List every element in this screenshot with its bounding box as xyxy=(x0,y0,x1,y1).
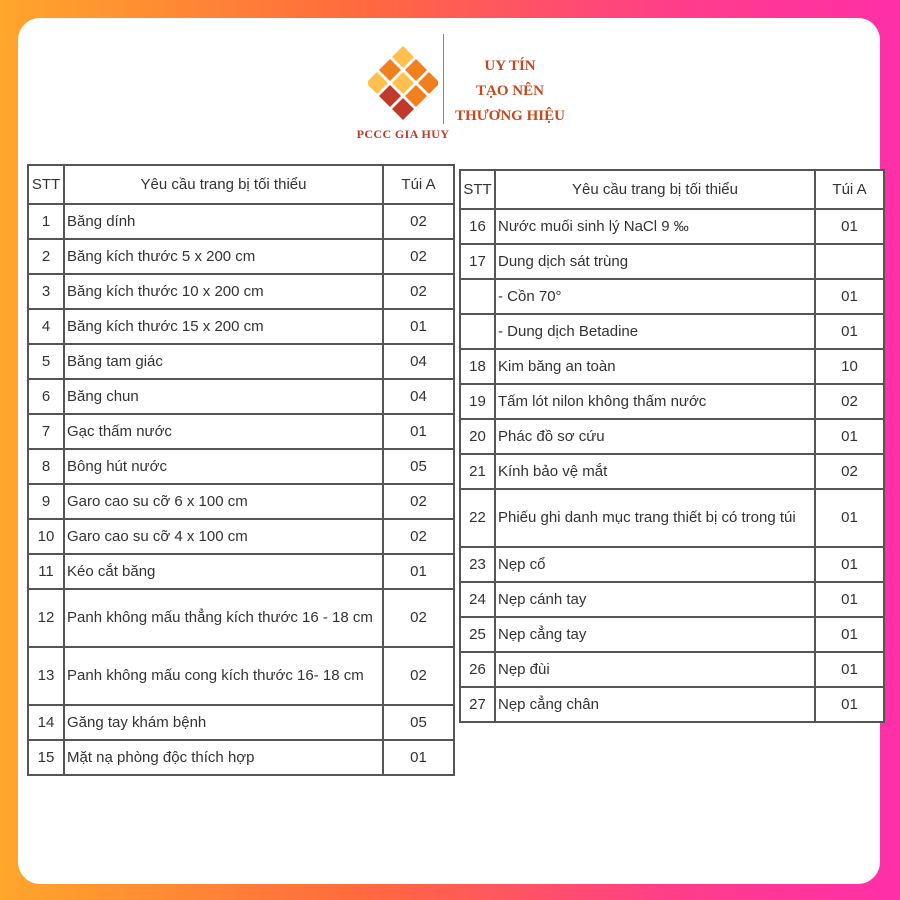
row-quantity: 02 xyxy=(815,454,884,489)
equipment-table-right xyxy=(459,169,885,723)
table-row xyxy=(460,687,884,722)
table-row xyxy=(460,349,884,384)
row-number: 23 xyxy=(460,547,495,582)
row-item: Garo cao su cỡ 4 x 100 cm xyxy=(64,519,383,554)
table-row xyxy=(28,239,454,274)
row-quantity: 01 xyxy=(815,617,884,652)
brand-slogan xyxy=(448,54,572,129)
row-quantity: 02 xyxy=(383,274,454,309)
row-number: 5 xyxy=(28,344,64,379)
row-number xyxy=(460,279,495,314)
brand-logo-icon xyxy=(368,44,438,122)
row-item: Nẹp cẳng tay xyxy=(495,617,815,652)
row-item: Găng tay khám bệnh xyxy=(64,705,383,740)
row-number: 15 xyxy=(28,740,64,775)
table-row xyxy=(28,554,454,589)
row-item: - Cồn 70° xyxy=(495,279,815,314)
row-quantity: 01 xyxy=(815,419,884,454)
header-qty: Túi A xyxy=(815,170,884,209)
header-divider xyxy=(443,34,444,124)
table-row xyxy=(28,379,454,414)
row-number: 18 xyxy=(460,349,495,384)
table-row xyxy=(460,617,884,652)
table-row xyxy=(460,652,884,687)
equipment-table-left xyxy=(27,164,455,776)
row-item: Panh không mấu cong kích thước 16- 18 cm xyxy=(64,647,383,705)
table-row xyxy=(460,384,884,419)
table-row xyxy=(28,740,454,775)
brand-name: PCCC GIA HUY xyxy=(356,127,450,141)
row-quantity xyxy=(815,244,884,279)
row-item: - Dung dịch Betadine xyxy=(495,314,815,349)
row-quantity: 05 xyxy=(383,705,454,740)
row-item: Nẹp cẳng chân xyxy=(495,687,815,722)
row-quantity: 04 xyxy=(383,379,454,414)
table-row xyxy=(28,484,454,519)
row-quantity: 02 xyxy=(383,204,454,239)
row-number: 10 xyxy=(28,519,64,554)
row-number: 22 xyxy=(460,489,495,547)
row-number: 21 xyxy=(460,454,495,489)
row-number: 8 xyxy=(28,449,64,484)
row-item: Nẹp cánh tay xyxy=(495,582,815,617)
row-item: Nẹp cổ xyxy=(495,547,815,582)
row-item: Kim băng an toàn xyxy=(495,349,815,384)
table-row xyxy=(28,274,454,309)
header-qty: Túi A xyxy=(383,165,454,204)
row-number: 9 xyxy=(28,484,64,519)
table-row xyxy=(28,519,454,554)
table-row xyxy=(28,414,454,449)
row-number xyxy=(460,314,495,349)
row-item: Nẹp đùi xyxy=(495,652,815,687)
row-number: 4 xyxy=(28,309,64,344)
row-item: Băng chun xyxy=(64,379,383,414)
row-number: 17 xyxy=(460,244,495,279)
row-quantity: 01 xyxy=(383,554,454,589)
row-quantity: 01 xyxy=(815,279,884,314)
row-item: Mặt nạ phòng độc thích hợp xyxy=(64,740,383,775)
row-number: 14 xyxy=(28,705,64,740)
row-number: 16 xyxy=(460,209,495,244)
row-item: Dung dịch sát trùng xyxy=(495,244,815,279)
row-quantity: 05 xyxy=(383,449,454,484)
table-row xyxy=(460,489,884,547)
slogan-line: TẠO NÊN xyxy=(476,83,544,99)
row-quantity: 02 xyxy=(383,519,454,554)
row-item: Gạc thấm nước xyxy=(64,414,383,449)
header-item: Yêu cầu trang bị tối thiểu xyxy=(64,165,383,204)
row-number: 25 xyxy=(460,617,495,652)
table-row xyxy=(28,344,454,379)
row-quantity: 01 xyxy=(815,209,884,244)
row-number: 13 xyxy=(28,647,64,705)
table-row xyxy=(460,314,884,349)
row-item: Băng kích thước 15 x 200 cm xyxy=(64,309,383,344)
row-quantity: 01 xyxy=(383,414,454,449)
row-quantity: 10 xyxy=(815,349,884,384)
table-row xyxy=(460,419,884,454)
table-row xyxy=(28,589,454,647)
header-stt: STT xyxy=(28,165,64,204)
row-quantity: 01 xyxy=(383,309,454,344)
row-number: 3 xyxy=(28,274,64,309)
table-row xyxy=(460,244,884,279)
row-item: Kính bảo vệ mắt xyxy=(495,454,815,489)
table-row xyxy=(28,449,454,484)
slogan-line: THƯƠNG HIỆU xyxy=(455,108,565,124)
row-quantity: 01 xyxy=(815,314,884,349)
row-quantity: 04 xyxy=(383,344,454,379)
row-item: Phác đồ sơ cứu xyxy=(495,419,815,454)
table-row xyxy=(460,454,884,489)
row-item: Băng dính xyxy=(64,204,383,239)
row-item: Kéo cắt băng xyxy=(64,554,383,589)
row-item: Tấm lót nilon không thấm nước xyxy=(495,384,815,419)
row-item: Panh không mấu thẳng kích thước 16 - 18 cm xyxy=(64,589,383,647)
row-number: 26 xyxy=(460,652,495,687)
row-number: 12 xyxy=(28,589,64,647)
row-number: 1 xyxy=(28,204,64,239)
row-item: Băng tam giác xyxy=(64,344,383,379)
row-item: Nước muối sinh lý NaCl 9 ‰ xyxy=(495,209,815,244)
table-header-row xyxy=(460,170,884,209)
table-row xyxy=(28,204,454,239)
table-row xyxy=(28,309,454,344)
header-stt: STT xyxy=(460,170,495,209)
row-item: Garo cao su cỡ 6 x 100 cm xyxy=(64,484,383,519)
table-row xyxy=(460,547,884,582)
row-quantity: 01 xyxy=(383,740,454,775)
row-number: 11 xyxy=(28,554,64,589)
row-number: 2 xyxy=(28,239,64,274)
table-row xyxy=(460,582,884,617)
table-row xyxy=(460,209,884,244)
row-item: Bông hút nước xyxy=(64,449,383,484)
row-number: 27 xyxy=(460,687,495,722)
row-item: Băng kích thước 5 x 200 cm xyxy=(64,239,383,274)
row-quantity: 02 xyxy=(383,484,454,519)
table-row xyxy=(460,279,884,314)
row-quantity: 02 xyxy=(383,589,454,647)
row-item: Phiếu ghi danh mục trang thiết bị có trong túi xyxy=(495,489,815,547)
row-number: 24 xyxy=(460,582,495,617)
row-quantity: 01 xyxy=(815,652,884,687)
row-number: 20 xyxy=(460,419,495,454)
header-item: Yêu cầu trang bị tối thiểu xyxy=(495,170,815,209)
row-item: Băng kích thước 10 x 200 cm xyxy=(64,274,383,309)
row-quantity: 02 xyxy=(383,647,454,705)
row-quantity: 01 xyxy=(815,489,884,547)
row-quantity: 02 xyxy=(815,384,884,419)
slogan-line: UY TÍN xyxy=(484,58,536,74)
row-quantity: 01 xyxy=(815,687,884,722)
table-header-row xyxy=(28,165,454,204)
row-number: 6 xyxy=(28,379,64,414)
row-number: 19 xyxy=(460,384,495,419)
row-quantity: 02 xyxy=(383,239,454,274)
table-row xyxy=(28,705,454,740)
row-quantity: 01 xyxy=(815,547,884,582)
row-number: 7 xyxy=(28,414,64,449)
table-row xyxy=(28,647,454,705)
row-quantity: 01 xyxy=(815,582,884,617)
